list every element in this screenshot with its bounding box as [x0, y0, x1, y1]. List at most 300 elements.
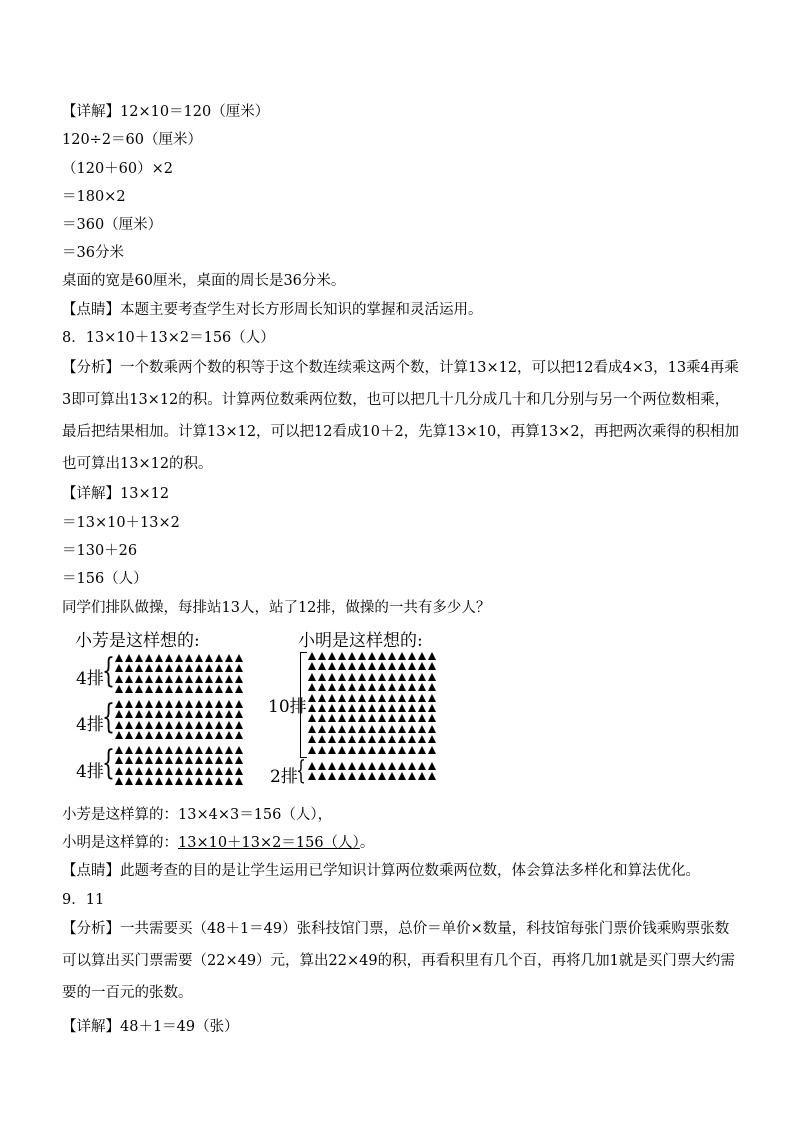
triangle-icon: [368, 662, 376, 670]
triangle-icon: [418, 772, 426, 780]
triangle-icon: [185, 731, 193, 739]
triangle-icon: [328, 735, 336, 743]
triangle-icon: [368, 762, 376, 770]
triangle-icon: [205, 731, 213, 739]
triangle-icon: [428, 683, 436, 691]
triangle-icon: [318, 762, 326, 770]
triangle-icon: [398, 772, 406, 780]
triangle-icon: [308, 673, 316, 681]
triangle-icon: [308, 725, 316, 733]
triangle-icon: [418, 762, 426, 770]
triangle-icon: [408, 725, 416, 733]
triangle-icon: [338, 746, 346, 754]
triangle-icon: [135, 675, 143, 683]
triangle-icon: [358, 735, 366, 743]
triangle-icon: [428, 725, 436, 733]
triangle-icon: [145, 756, 153, 764]
triangle-icon: [378, 762, 386, 770]
triangle-icon: [195, 756, 203, 764]
triangle-icon: [368, 735, 376, 743]
triangle-icon: [308, 735, 316, 743]
triangle-icon: [225, 675, 233, 683]
triangle-icon: [388, 704, 396, 712]
triangle-icon: [428, 762, 436, 770]
triangle-icon: [368, 652, 376, 660]
triangle-icon: [155, 675, 163, 683]
triangle-icon: [145, 777, 153, 785]
triangle-icon: [165, 675, 173, 683]
triangle-icon: [348, 735, 356, 743]
q8-detail-3: ＝130＋26: [62, 543, 138, 559]
triangle-icon: [175, 700, 183, 708]
triangle-icon: [418, 652, 426, 660]
triangle-icon: [165, 746, 173, 754]
triangle-icon: [368, 683, 376, 691]
triangle-icon: [378, 704, 386, 712]
triangle-icon: [235, 746, 243, 754]
group-label-left-1: 4排: [76, 669, 104, 689]
triangle-icon: [308, 652, 316, 660]
triangle-icon: [225, 685, 233, 693]
triangle-icon: [225, 756, 233, 764]
triangle-icon: [225, 664, 233, 672]
triangle-icon: [408, 694, 416, 702]
triangle-icon: [338, 683, 346, 691]
triangle-icon: [348, 762, 356, 770]
triangle-icon: [125, 767, 133, 775]
triangle-icon: [338, 662, 346, 670]
triangle-icon: [338, 704, 346, 712]
triangle-icon: [358, 746, 366, 754]
triangle-icon: [205, 777, 213, 785]
triangle-icon: [338, 673, 346, 681]
group-label-right-2: 2排: [270, 767, 298, 787]
triangle-icon: [235, 685, 243, 693]
triangle-icon: [408, 673, 416, 681]
triangle-icon: [155, 721, 163, 729]
triangle-icon: [235, 731, 243, 739]
triangle-icon: [348, 746, 356, 754]
triangle-icon: [378, 735, 386, 743]
triangle-icon: [328, 704, 336, 712]
triangle-icon: [215, 710, 223, 718]
triangle-icon: [348, 652, 356, 660]
triangle-icon: [145, 700, 153, 708]
triangle-grid-left-1: [115, 654, 245, 696]
triangle-icon: [155, 700, 163, 708]
triangle-icon: [378, 652, 386, 660]
triangle-icon: [215, 777, 223, 785]
triangle-icon: [348, 673, 356, 681]
triangle-icon: [388, 735, 396, 743]
q9-detail: 【详解】48＋1＝49（张）: [62, 1019, 239, 1035]
triangle-icon: [115, 777, 123, 785]
triangle-icon: [338, 725, 346, 733]
triangle-icon: [115, 664, 123, 672]
triangle-icon: [328, 725, 336, 733]
triangle-icon: [115, 685, 123, 693]
triangle-icon: [388, 673, 396, 681]
triangle-icon: [418, 714, 426, 722]
triangle-icon: [378, 683, 386, 691]
triangle-icon: [235, 675, 243, 683]
triangle-icon: [125, 675, 133, 683]
xiaofang-calc: 小芳是这样算的：13×4×3＝156（人），: [62, 807, 333, 823]
triangle-icon: [205, 710, 213, 718]
q8-detail-2: ＝13×10＋13×2: [62, 515, 180, 531]
triangle-icon: [378, 662, 386, 670]
triangle-icon: [348, 662, 356, 670]
q9-title: 9．11: [62, 892, 105, 908]
triangle-grid-left-3: [115, 746, 245, 788]
triangle-icon: [348, 694, 356, 702]
triangle-icon: [348, 683, 356, 691]
triangle-icon: [428, 735, 436, 743]
triangle-icon: [358, 725, 366, 733]
triangle-icon: [215, 767, 223, 775]
triangle-icon: [215, 685, 223, 693]
triangle-icon: [388, 725, 396, 733]
triangle-icon: [318, 704, 326, 712]
triangle-icon: [388, 714, 396, 722]
triangle-icon: [145, 664, 153, 672]
triangle-icon: [165, 710, 173, 718]
triangle-icon: [125, 731, 133, 739]
triangle-icon: [145, 767, 153, 775]
triangle-icon: [418, 735, 426, 743]
triangle-icon: [195, 710, 203, 718]
triangle-icon: [115, 721, 123, 729]
triangle-icon: [155, 731, 163, 739]
triangle-icon: [318, 683, 326, 691]
triangle-icon: [115, 756, 123, 764]
triangle-icon: [358, 683, 366, 691]
triangle-icon: [185, 664, 193, 672]
triangle-icon: [195, 685, 203, 693]
triangle-icon: [338, 735, 346, 743]
detail-line-1: 【详解】12×10＝120（厘米）: [62, 104, 270, 120]
triangle-icon: [398, 746, 406, 754]
xiaoming-calc: [62, 833, 374, 853]
triangle-icon: [145, 731, 153, 739]
group-label-left-2: 4排: [76, 715, 104, 735]
triangle-icon: [175, 746, 183, 754]
triangle-icon: [145, 746, 153, 754]
calc-line-3: （120＋60）×2: [62, 161, 174, 177]
group-label-left-3: 4排: [76, 762, 104, 782]
xiaofang-caption: 小芳是这样想的:: [75, 631, 200, 651]
triangle-icon: [145, 675, 153, 683]
triangle-icon: [135, 685, 143, 693]
brace-icon: {: [296, 756, 306, 786]
triangle-icon: [408, 746, 416, 754]
triangle-icon: [165, 756, 173, 764]
triangle-icon: [175, 756, 183, 764]
triangle-icon: [115, 675, 123, 683]
q9-analysis: 【分析】一共需要买（48＋1＝49）张科技馆门票，总价＝单价×数量，科技馆每张门票价钱乘购票张数可以算出买门票需要（22×49）元，算出22×49的积，再看积里有几个百，再将几加1就是买门票大约需要的一百元的张数。: [62, 921, 735, 1001]
calc-line-6: ＝36分米: [62, 245, 124, 261]
triangle-icon: [418, 673, 426, 681]
triangle-icon: [398, 662, 406, 670]
xiaoming-caption: 小明是这样想的:: [298, 631, 423, 651]
triangle-icon: [358, 772, 366, 780]
triangle-icon: [205, 685, 213, 693]
triangle-icon: [428, 772, 436, 780]
triangle-icon: [185, 710, 193, 718]
triangle-icon: [215, 746, 223, 754]
triangle-icon: [318, 714, 326, 722]
triangle-icon: [358, 704, 366, 712]
triangle-icon: [328, 652, 336, 660]
triangle-icon: [215, 700, 223, 708]
xiaoming-end: 。: [359, 835, 375, 851]
triangle-icon: [308, 704, 316, 712]
triangle-icon: [115, 731, 123, 739]
triangle-icon: [125, 756, 133, 764]
triangle-icon: [368, 694, 376, 702]
calc-line-4: ＝180×2: [62, 189, 126, 205]
triangle-icon: [195, 700, 203, 708]
triangle-icon: [175, 767, 183, 775]
triangle-icon: [165, 777, 173, 785]
triangle-icon: [338, 714, 346, 722]
triangle-icon: [145, 721, 153, 729]
triangle-icon: [328, 683, 336, 691]
triangle-icon: [358, 694, 366, 702]
triangle-icon: [185, 777, 193, 785]
triangle-icon: [378, 714, 386, 722]
triangle-icon: [125, 700, 133, 708]
triangle-icon: [418, 683, 426, 691]
triangle-icon: [368, 673, 376, 681]
triangle-icon: [348, 704, 356, 712]
triangle-icon: [378, 725, 386, 733]
triangle-icon: [135, 746, 143, 754]
xiaoming-prefix: 小明是这样算的：: [62, 835, 178, 851]
triangle-icon: [378, 673, 386, 681]
triangle-icon: [115, 746, 123, 754]
triangle-icon: [175, 731, 183, 739]
q8-title: 8．13×10＋13×2＝156（人）: [62, 330, 275, 346]
triangle-icon: [368, 772, 376, 780]
triangle-icon: [125, 710, 133, 718]
triangle-icon: [225, 767, 233, 775]
group-label-right-1: 10排: [268, 697, 307, 717]
triangle-icon: [388, 772, 396, 780]
triangle-icon: [155, 767, 163, 775]
triangle-icon: [308, 683, 316, 691]
triangle-icon: [125, 777, 133, 785]
brace-icon: {: [102, 743, 115, 783]
triangle-icon: [115, 767, 123, 775]
triangle-icon: [125, 721, 133, 729]
triangle-icon: [195, 654, 203, 662]
triangle-icon: [428, 662, 436, 670]
triangle-icon: [185, 685, 193, 693]
triangle-icon: [115, 654, 123, 662]
triangle-icon: [175, 710, 183, 718]
triangle-icon: [135, 756, 143, 764]
triangle-icon: [318, 746, 326, 754]
triangle-icon: [418, 725, 426, 733]
triangle-icon: [418, 704, 426, 712]
triangle-icon: [125, 664, 133, 672]
triangle-icon: [338, 652, 346, 660]
calc-line-2: 120÷2＝60（厘米）: [62, 132, 203, 148]
triangle-icon: [145, 685, 153, 693]
triangle-icon: [165, 731, 173, 739]
triangle-icon: [328, 694, 336, 702]
triangle-icon: [428, 694, 436, 702]
triangle-icon: [175, 675, 183, 683]
triangle-icon: [135, 721, 143, 729]
triangle-icon: [135, 664, 143, 672]
triangle-icon: [368, 704, 376, 712]
triangle-icon: [318, 694, 326, 702]
triangle-icon: [358, 673, 366, 681]
triangle-icon: [318, 725, 326, 733]
triangle-icon: [308, 662, 316, 670]
triangle-icon: [225, 700, 233, 708]
triangle-icon: [318, 652, 326, 660]
triangle-icon: [308, 746, 316, 754]
triangle-grid-left-2: [115, 700, 245, 742]
triangle-icon: [428, 673, 436, 681]
triangle-icon: [328, 746, 336, 754]
triangle-icon: [175, 777, 183, 785]
q8-analysis: 【分析】一个数乘两个数的积等于这个数连续乘这两个数，计算13×12，可以把12看成4×3，13乘4再乘3即可算出13×12的积。计算两位数乘两位数，也可以把几十几分成几十和几分别与另一个两位数相乘，最后把结果相加。计算13×12，可以把12看成10＋2，先算13×10，再算13×2，再把两次乘得的积相加也可算出13×12的积。: [62, 360, 740, 472]
triangle-icon: [205, 700, 213, 708]
q8-comment: 【点睛】此题考查的目的是让学生运用已学知识计算两位数乘两位数，体会算法多样化和算法优化。: [62, 863, 700, 879]
triangle-icon: [408, 662, 416, 670]
triangle-icon: [398, 714, 406, 722]
triangle-icon: [328, 714, 336, 722]
comment-line: 【点睛】本题主要考查学生对长方形周长知识的掌握和灵活运用。: [62, 302, 483, 318]
brace-icon: {: [102, 651, 115, 691]
triangle-icon: [408, 772, 416, 780]
triangle-icon: [378, 772, 386, 780]
triangle-icon: [165, 664, 173, 672]
triangle-icon: [328, 673, 336, 681]
triangle-icon: [195, 664, 203, 672]
triangle-icon: [225, 721, 233, 729]
triangle-icon: [145, 710, 153, 718]
triangle-icon: [348, 725, 356, 733]
triangle-icon: [135, 710, 143, 718]
triangle-icon: [195, 675, 203, 683]
triangle-icon: [165, 767, 173, 775]
q8-problem: 同学们排队做操，每排站13人，站了12排，做操的一共有多少人？: [62, 600, 491, 616]
triangle-icon: [215, 664, 223, 672]
brace-icon: {: [102, 697, 115, 737]
triangle-grid-right-2: [308, 762, 438, 783]
triangle-icon: [388, 662, 396, 670]
triangle-icon: [398, 694, 406, 702]
calc-line-5: ＝360（厘米）: [62, 217, 163, 233]
triangle-icon: [115, 700, 123, 708]
bracket-icon: [300, 652, 307, 758]
triangle-icon: [328, 772, 336, 780]
triangle-icon: [185, 700, 193, 708]
q8-detail-4: ＝156（人）: [62, 571, 148, 587]
triangle-icon: [155, 777, 163, 785]
triangle-icon: [418, 694, 426, 702]
triangle-icon: [318, 662, 326, 670]
triangle-icon: [195, 777, 203, 785]
triangle-icon: [368, 746, 376, 754]
triangle-icon: [308, 772, 316, 780]
triangle-icon: [185, 746, 193, 754]
triangle-icon: [398, 704, 406, 712]
triangle-icon: [388, 683, 396, 691]
triangle-icon: [215, 675, 223, 683]
triangle-icon: [205, 664, 213, 672]
triangle-icon: [308, 694, 316, 702]
triangle-icon: [398, 673, 406, 681]
triangle-icon: [195, 731, 203, 739]
triangle-icon: [155, 654, 163, 662]
triangle-icon: [398, 652, 406, 660]
triangle-icon: [308, 762, 316, 770]
triangle-icon: [145, 654, 153, 662]
triangle-icon: [205, 746, 213, 754]
triangle-icon: [428, 746, 436, 754]
triangle-icon: [205, 675, 213, 683]
triangle-icon: [235, 710, 243, 718]
triangle-icon: [318, 772, 326, 780]
triangle-icon: [368, 714, 376, 722]
triangle-icon: [308, 714, 316, 722]
triangle-icon: [185, 675, 193, 683]
triangle-icon: [338, 694, 346, 702]
triangle-icon: [175, 685, 183, 693]
triangle-icon: [378, 694, 386, 702]
triangle-icon: [398, 735, 406, 743]
triangle-icon: [135, 777, 143, 785]
triangle-icon: [165, 654, 173, 662]
triangle-icon: [408, 714, 416, 722]
triangle-icon: [205, 654, 213, 662]
triangle-icon: [225, 746, 233, 754]
triangle-icon: [235, 767, 243, 775]
triangle-icon: [195, 767, 203, 775]
triangle-icon: [398, 683, 406, 691]
triangle-icon: [195, 746, 203, 754]
triangle-icon: [215, 756, 223, 764]
triangle-icon: [338, 762, 346, 770]
triangle-icon: [348, 772, 356, 780]
triangle-icon: [205, 767, 213, 775]
triangle-icon: [398, 725, 406, 733]
answer-line: 桌面的宽是60厘米，桌面的周长是36分米。: [62, 273, 346, 289]
triangle-icon: [338, 772, 346, 780]
triangle-icon: [428, 714, 436, 722]
triangle-icon: [408, 704, 416, 712]
triangle-icon: [175, 664, 183, 672]
triangle-icon: [418, 746, 426, 754]
triangle-icon: [215, 731, 223, 739]
triangle-icon: [388, 652, 396, 660]
triangle-icon: [185, 721, 193, 729]
triangle-icon: [235, 664, 243, 672]
triangle-icon: [135, 767, 143, 775]
triangle-icon: [388, 694, 396, 702]
triangle-icon: [235, 700, 243, 708]
triangle-icon: [358, 762, 366, 770]
triangle-icon: [418, 662, 426, 670]
triangle-icon: [358, 662, 366, 670]
triangle-icon: [235, 721, 243, 729]
